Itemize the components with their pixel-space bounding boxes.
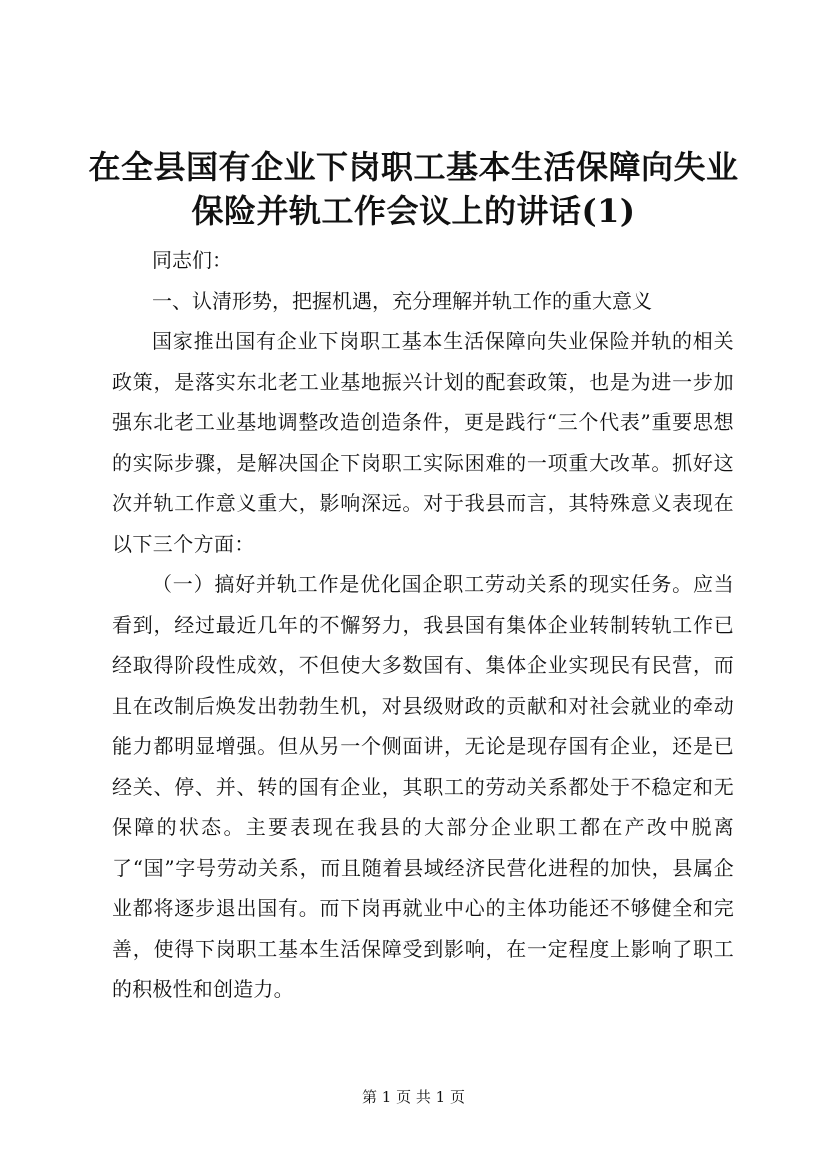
page-number: 第 1 页 共 1 页 <box>362 1088 465 1106</box>
salutation: 同志们： <box>152 248 232 272</box>
document-title <box>60 145 767 233</box>
body-paragraph: （一）搞好并轨工作是优化国企职工劳动关系的现实任务。应当看到，经过最近几年的不懈努力，我县国有集体企业转制转轨工作已经取得阶段性成效，不但使大多数国有、集体企业实现民有民营，而且在改制后焕发出勃勃生机，对县级财政的贡献和对社会就业的牵动能力都明显增强。但从另一个侧面讲，无论是现存国有企业，还是已经关、停、并、转的国有企业，其职工的劳动关系都处于不稳定和无保障的状态。主要表现在我县的大部分企业职工都在产改中脱离了“国”字号劳动关系，而且随着县域经济民营化进程的加快，县属企业都将逐步退出国有。而下岗再就业中心的主体功能还不够健全和完善，使得下岗职工基本生活保障受到影响，在一定程度上影响了职工的积极性和创造力。 <box>112 572 734 1001</box>
body-paragraph: 国家推出国有企业下岗职工基本生活保障向失业保险并轨的相关政策，是落实东北老工业基地振兴计划的配套政策，也是为进一步加强东北老工业基地调整改造创造条件，更是践行“三个代表”重要思想的实际步骤，是解决国企下岗职工实际困难的一项重大改革。抓好这次并轨工作意义重大，影响深远。对于我县而言，其特殊意义表现在以下三个方面： <box>112 329 734 556</box>
document-body <box>112 240 734 1010</box>
section-heading: 一、认清形势，把握机遇，充分理解并轨工作的重大意义 <box>152 288 652 313</box>
title-line-2: 保险并轨工作会议上的讲话(1) <box>191 192 636 230</box>
title-line-1: 在全县国有企业下岗职工基本生活保障向失业 <box>88 148 739 186</box>
